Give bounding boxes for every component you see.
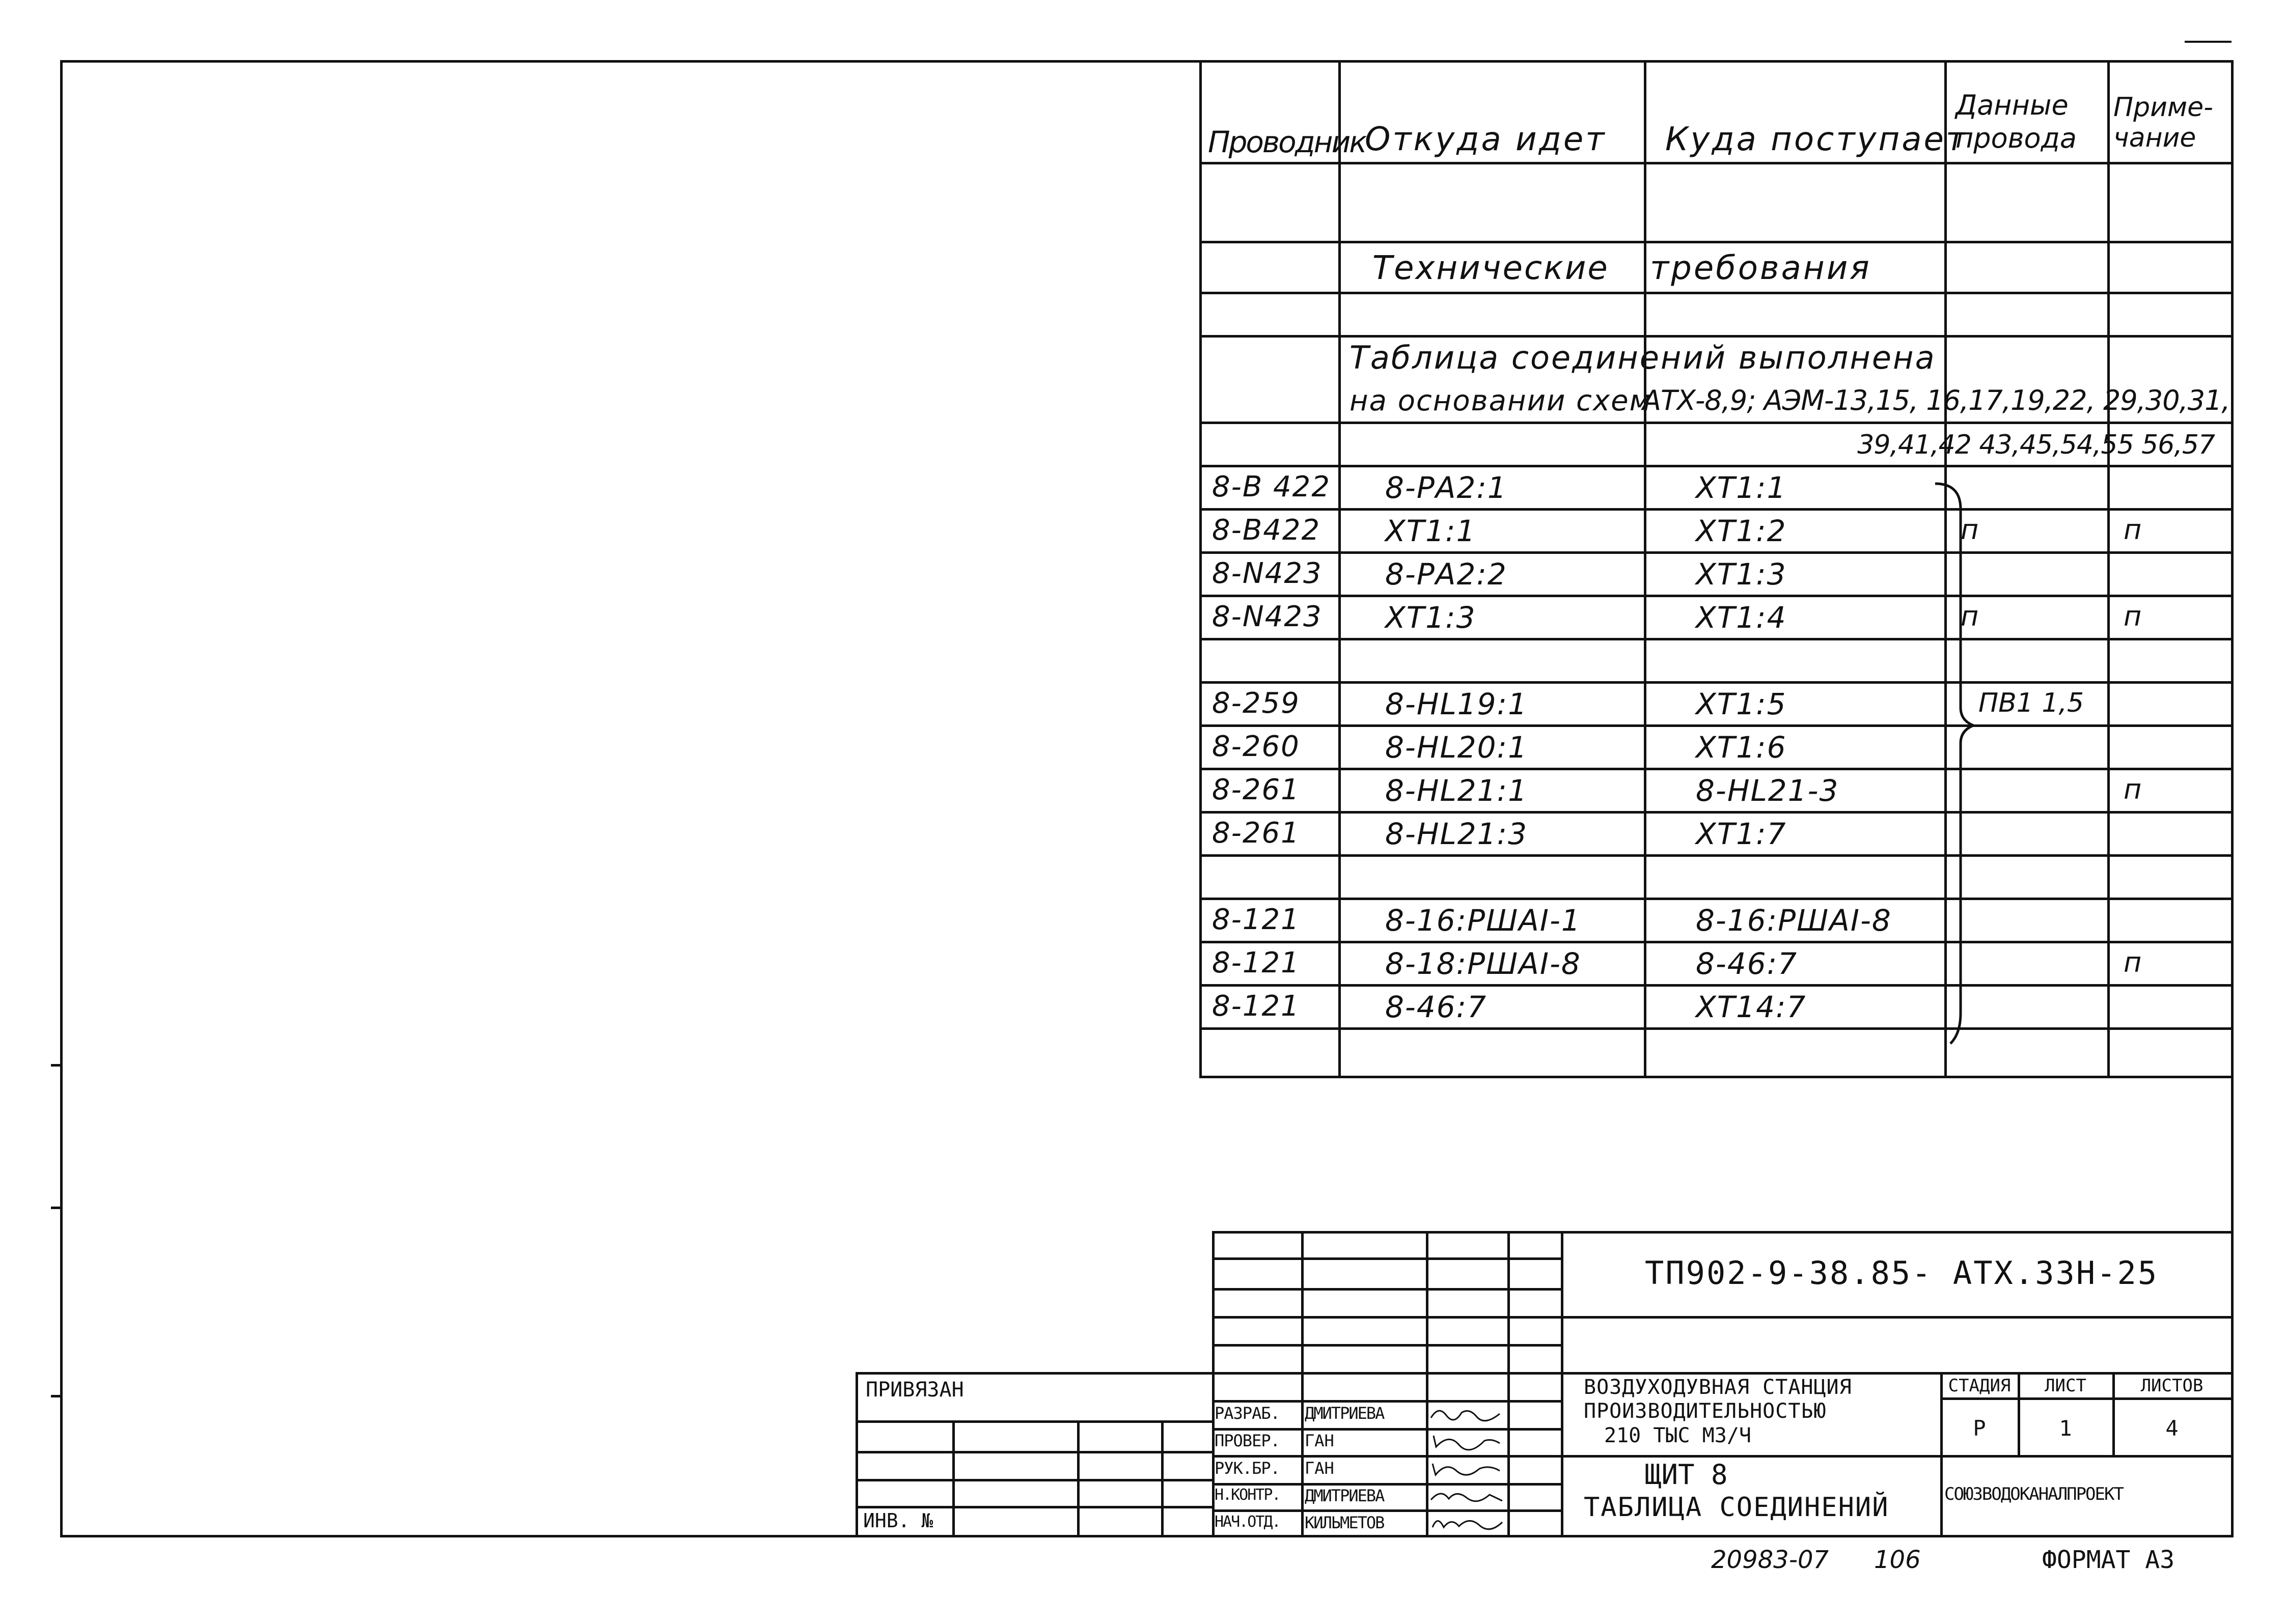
- tb-line: [1212, 1428, 1561, 1431]
- cell-conductor: 8-N423: [1212, 600, 1323, 633]
- sheets-header: ЛИСТОВ: [2140, 1376, 2204, 1396]
- sheets-value: 4: [2165, 1416, 2179, 1441]
- basis-note-line2b: АТХ-8,9; АЭМ-13,15, 16,17,19,22, 29,30,31,: [1642, 384, 2230, 416]
- name-developer: ДМИТРИЕВА: [1305, 1404, 1384, 1423]
- cell-conductor: 8-260: [1212, 730, 1300, 763]
- tech-requirements-part2: требования: [1650, 249, 1871, 287]
- cell-from: 8-РА2:1: [1385, 470, 1507, 505]
- frame-corner-mark: [2185, 41, 2232, 43]
- header-to: Куда поступает: [1665, 121, 1967, 158]
- frame-right-line: [2231, 60, 2234, 1536]
- tb-line: [856, 1420, 1212, 1423]
- cell-note: п: [2124, 946, 2143, 978]
- object-line3: 210 ТЫС М3/Ч: [1604, 1424, 1751, 1447]
- signature-checker: [1428, 1431, 1505, 1451]
- table-row-line: [1199, 724, 2233, 727]
- tb-line: [1212, 1372, 2233, 1375]
- cell-from: 8-HL19:1: [1385, 687, 1528, 721]
- cell-from: 8-HL20:1: [1385, 730, 1528, 765]
- cell-to: ХТ1:1: [1696, 470, 1787, 505]
- table-row-line: [1199, 551, 2233, 554]
- attached-label: ПРИВЯЗАН: [866, 1378, 964, 1402]
- basis-note-line3: 39,41,42 43,45,54,55 56,57: [1857, 430, 2215, 460]
- sheet-title-line2: ТАБЛИЦА СОЕДИНЕНИЙ: [1584, 1492, 1889, 1523]
- cell-to: ХТ14:7: [1696, 990, 1807, 1024]
- cell-to: ХТ1:2: [1696, 514, 1787, 548]
- sheet-title-line1: ЩИТ 8: [1645, 1459, 1728, 1491]
- cell-to: ХТ1:4: [1696, 600, 1787, 635]
- table-col-line: [1199, 60, 1202, 1078]
- organization: СОЮЗВОДОКАНАЛПРОЕКТ: [1944, 1484, 2123, 1504]
- tb-line: [856, 1479, 1212, 1481]
- frame-bottom-line: [60, 1535, 2234, 1537]
- table-col-line: [1644, 60, 1646, 1078]
- cell-conductor: 8-121: [1212, 990, 1300, 1023]
- cell-to: ХТ1:3: [1696, 557, 1787, 592]
- sheet-value: 1: [2059, 1416, 2072, 1441]
- cell-note: п: [2124, 600, 2143, 632]
- tb-line: [1161, 1420, 1164, 1536]
- table-row-line: [1199, 898, 2233, 900]
- tb-line: [1212, 1288, 1561, 1291]
- table-row-line: [1199, 984, 2233, 987]
- header-note-line1: Приме-: [2113, 92, 2213, 123]
- cell-wire: п: [1961, 600, 1980, 632]
- name-checker: ГАН: [1305, 1431, 1334, 1450]
- role-checker: ПРОВЕР.: [1215, 1431, 1280, 1450]
- cell-conductor: 8-В422: [1212, 514, 1321, 547]
- cell-conductor: 8-259: [1212, 687, 1300, 720]
- signature-developer: [1428, 1403, 1505, 1423]
- stage-value: Р: [1973, 1416, 1986, 1441]
- role-dept-head: НАЧ.ОТД.: [1215, 1513, 1280, 1531]
- cell-to: ХТ1:5: [1696, 687, 1787, 721]
- footer-page: 106: [1874, 1546, 1921, 1574]
- frame-top-line: [60, 60, 2234, 63]
- role-team-lead: РУК.БР.: [1215, 1459, 1280, 1478]
- footer-number: 20983-07: [1711, 1546, 1829, 1574]
- tb-line: [1940, 1372, 1943, 1536]
- basis-note-line2a: на основании схем: [1349, 384, 1652, 417]
- table-col-line: [2107, 60, 2110, 1078]
- cell-from: ХТ1:3: [1385, 600, 1476, 635]
- tb-line: [1940, 1397, 2233, 1400]
- cell-from: 8-РА2:2: [1385, 557, 1507, 592]
- tb-line: [856, 1372, 858, 1536]
- table-row-line: [1199, 162, 2233, 164]
- tb-line: [1212, 1231, 2233, 1234]
- cell-conductor: 8-N423: [1212, 557, 1323, 590]
- table-row-line: [1199, 241, 2233, 243]
- cell-to: ХТ1:7: [1696, 817, 1787, 851]
- tb-line: [1212, 1316, 2233, 1319]
- role-developer: РАЗРАБ.: [1215, 1404, 1280, 1423]
- table-row-line: [1199, 422, 2233, 424]
- frame-mark: [51, 1395, 62, 1397]
- stage-header: СТАДИЯ: [1948, 1376, 2011, 1396]
- header-wire-line2: провода: [1956, 122, 2077, 154]
- cell-conductor: 8-261: [1212, 817, 1300, 850]
- table-row-line: [1199, 508, 2233, 511]
- cell-from: 8-46:7: [1385, 990, 1488, 1024]
- signature-norm-control: [1428, 1486, 1505, 1506]
- cell-from: 8-HL21:3: [1385, 817, 1528, 851]
- cell-to: 8-16:РШАI-8: [1696, 903, 1892, 938]
- object-line1: ВОЗДУХОДУВНАЯ СТАНЦИЯ: [1584, 1376, 1852, 1399]
- cell-conductor: 8-261: [1212, 773, 1300, 806]
- name-team-lead: ГАН: [1305, 1459, 1334, 1478]
- sheet-header: ЛИСТ: [2045, 1376, 2086, 1396]
- frame-left-line: [60, 60, 63, 1536]
- cell-note: п: [2124, 773, 2143, 805]
- header-conductor: Проводник: [1208, 125, 1366, 159]
- signature-team-lead: [1428, 1458, 1505, 1478]
- tb-line: [1301, 1231, 1304, 1536]
- tb-line: [856, 1506, 1212, 1508]
- tb-line: [1212, 1509, 1561, 1512]
- tech-requirements-part1: Технические: [1372, 249, 1609, 287]
- frame-mark: [51, 1207, 62, 1209]
- table-row-line: [1199, 1027, 2233, 1030]
- name-norm-control: ДМИТРИЕВА: [1305, 1486, 1384, 1505]
- cell-from: 8-16:РШАI-1: [1385, 903, 1581, 938]
- frame-mark: [51, 1064, 62, 1067]
- tb-line: [1077, 1420, 1080, 1536]
- inventory-number-label: ИНВ. №: [863, 1509, 933, 1532]
- tb-line: [1212, 1455, 2233, 1458]
- header-from: Откуда идет: [1365, 121, 1607, 158]
- cell-wire: п: [1961, 514, 1980, 546]
- table-row-line: [1199, 854, 2233, 857]
- table-row-line: [1199, 292, 2233, 294]
- table-row-line: [1199, 465, 2233, 467]
- cell-conductor: 8-121: [1212, 903, 1300, 936]
- tb-line: [1561, 1231, 1563, 1536]
- tb-line: [1212, 1344, 1561, 1347]
- table-row-line: [1199, 595, 2233, 597]
- object-line2: ПРОИЗВОДИТЕЛЬНОСТЬЮ: [1584, 1399, 1827, 1423]
- header-note-line2: чание: [2113, 123, 2196, 153]
- document-code: ТП902-9-38.85- АТХ.33Н-25: [1645, 1254, 2159, 1292]
- table-row-line: [1199, 941, 2233, 943]
- role-norm-control: Н.КОНТР.: [1215, 1486, 1280, 1504]
- tb-line: [856, 1372, 1212, 1375]
- tb-line: [1212, 1483, 1561, 1486]
- table-row-line: [1199, 638, 2233, 640]
- cell-note: п: [2124, 514, 2143, 546]
- cell-to: 8-46:7: [1696, 946, 1798, 981]
- cell-to: ХТ1:6: [1696, 730, 1787, 765]
- cell-to: 8-HL21-3: [1696, 773, 1839, 808]
- tb-line: [1507, 1231, 1510, 1536]
- wire-brace: [1930, 473, 2006, 1054]
- header-wire-line1: Данные: [1956, 89, 2069, 121]
- tb-line: [856, 1451, 1212, 1453]
- table-row-line: [1199, 768, 2233, 770]
- cell-from: 8-HL21:1: [1385, 773, 1528, 808]
- table-col-line: [1338, 60, 1341, 1078]
- cell-conductor: 8-В 422: [1212, 470, 1331, 503]
- table-row-line: [1199, 681, 2233, 684]
- paper-format: ФОРМАТ А3: [2042, 1546, 2175, 1574]
- table-row-line: [1199, 811, 2233, 814]
- table-row-line: [1199, 1076, 2233, 1078]
- basis-note-line1: Таблица соединений выполнена: [1349, 339, 1936, 376]
- name-dept-head: КИЛЬМЕТОВ: [1305, 1513, 1384, 1532]
- brace-wire-data: ПВ1 1,5: [1978, 688, 2084, 718]
- cell-from: 8-18:РШАI-8: [1385, 946, 1581, 981]
- table-row-line: [1199, 335, 2233, 338]
- tb-line: [1212, 1257, 1561, 1260]
- tb-line: [952, 1420, 955, 1536]
- tb-line: [1212, 1400, 1561, 1403]
- signature-dept-head: [1428, 1512, 1505, 1532]
- cell-conductor: 8-121: [1212, 946, 1300, 979]
- cell-from: ХТ1:1: [1385, 514, 1476, 548]
